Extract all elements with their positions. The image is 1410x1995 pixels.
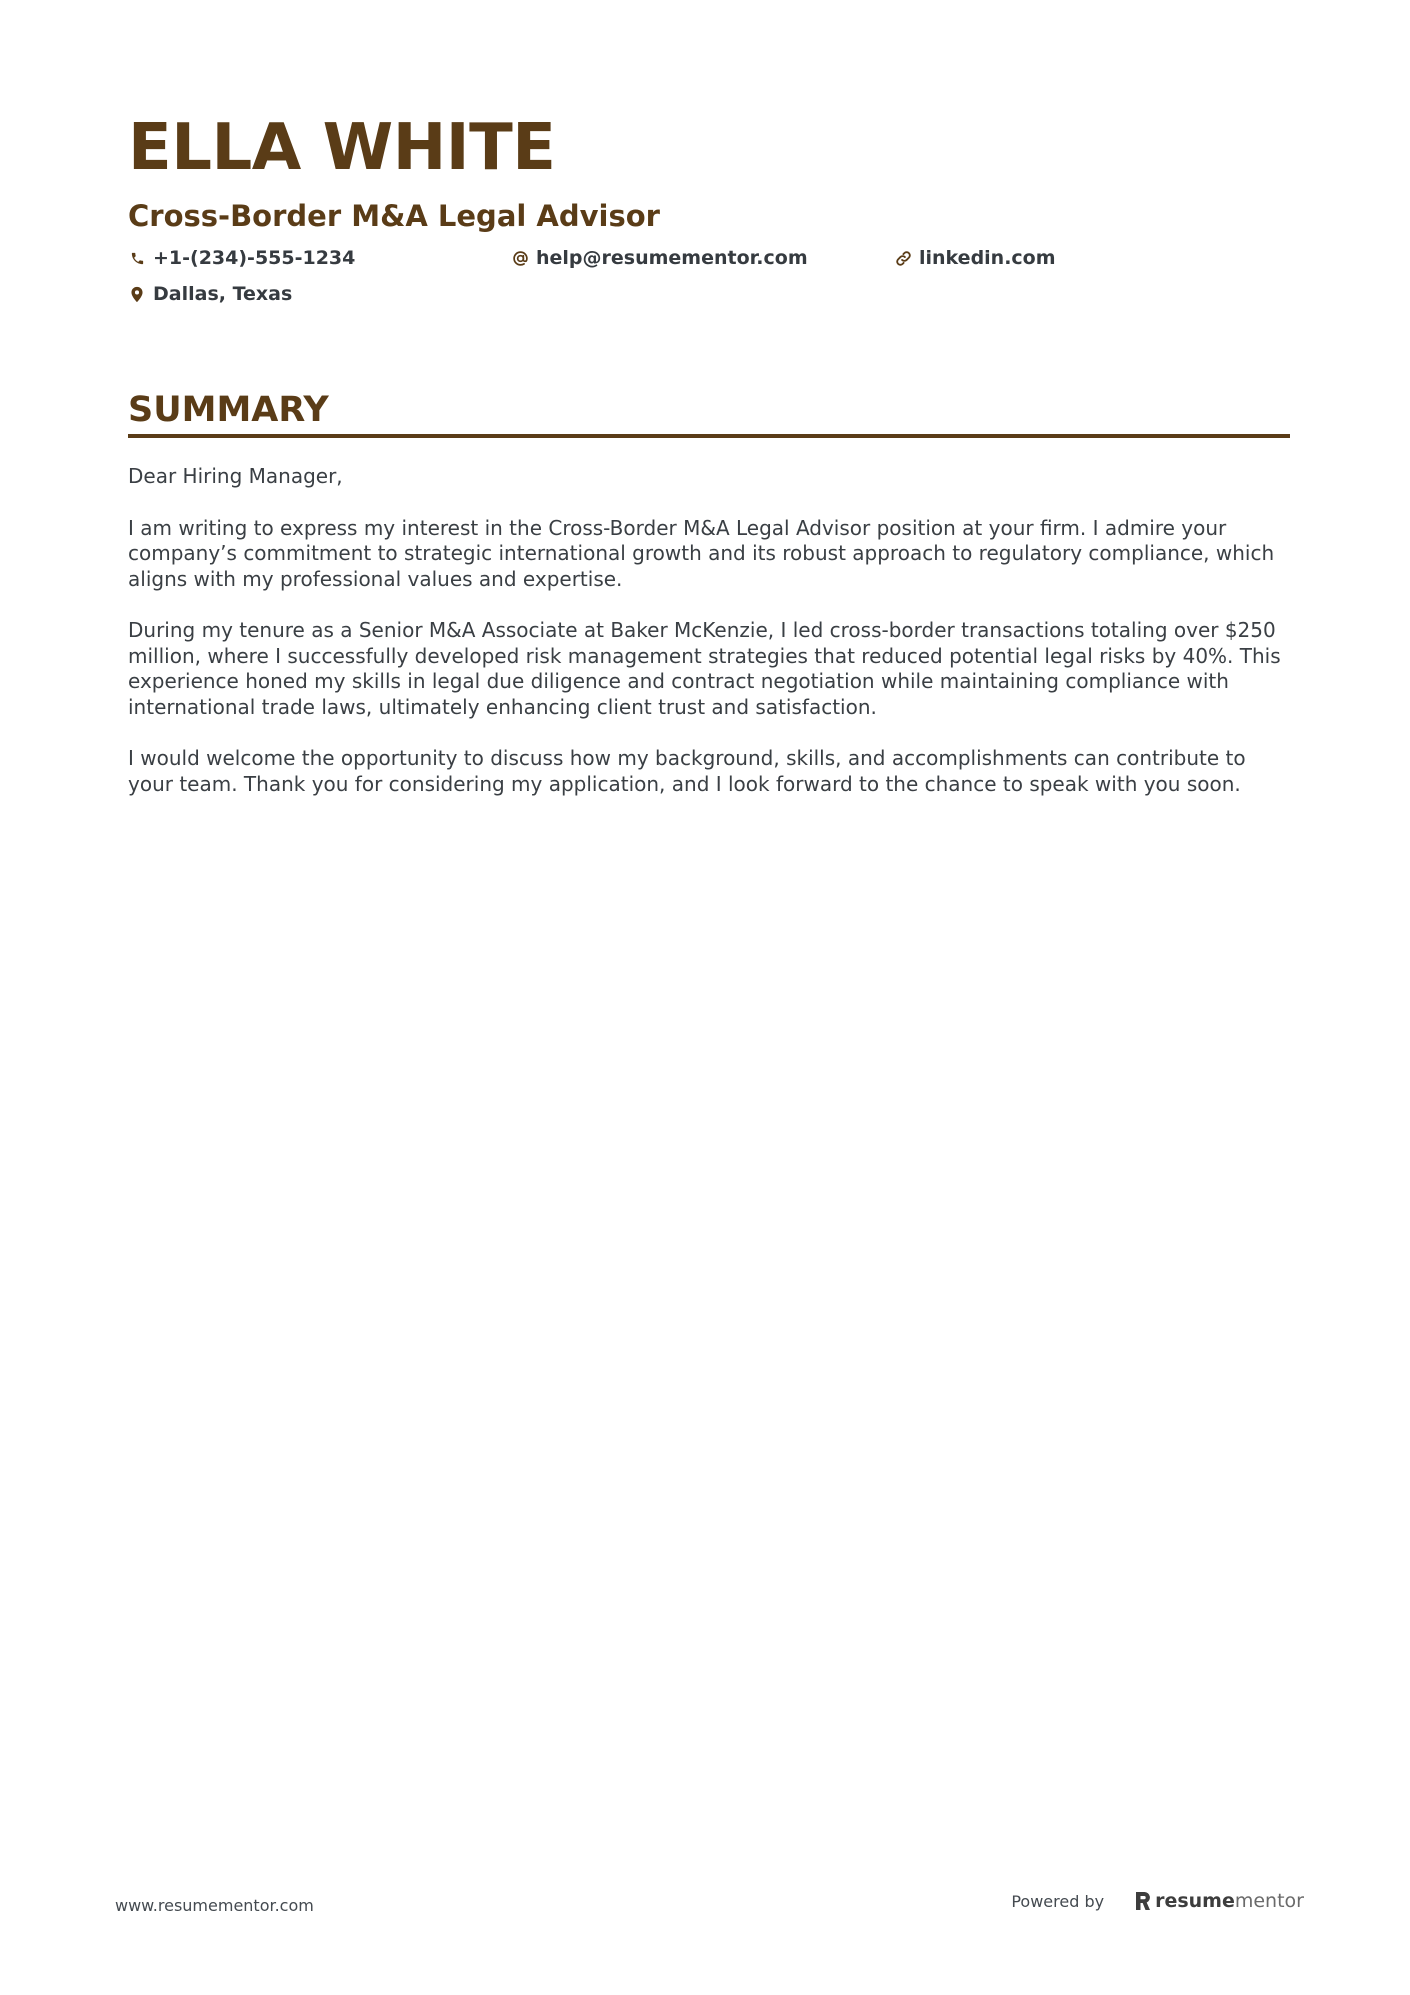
resume-header	[128, 108, 1290, 312]
powered-by-label: Powered by	[1011, 1891, 1105, 1911]
link-icon	[894, 249, 912, 267]
contact-phone[interactable]	[128, 240, 355, 276]
summary-body	[128, 464, 1290, 797]
brand-name-part1: resume	[1155, 1890, 1235, 1912]
section-title: SUMMARY	[128, 390, 329, 430]
resumementor-logo-icon	[1134, 1890, 1152, 1912]
contact-linkedin[interactable]	[894, 240, 1056, 276]
linkedin-text: linkedin.com	[919, 247, 1056, 269]
paragraph: During my tenure as a Senior M&A Associate at Baker McKenzie, I led cross-border transactions totaling over $250 million, where I successfully developed risk management strategies that reduced potential legal risks by 40%. This experience honed my skills in legal due diligence and contract negotiation while maintaining compliance with international trade laws, ultimately enhancing client trust and satisfaction.	[128, 618, 1281, 719]
contact-email[interactable]	[511, 240, 808, 276]
summary-section	[128, 386, 1290, 823]
phone-text: +1-(234)-555-1234	[153, 247, 356, 269]
footer-branding	[1011, 1890, 1304, 1912]
contact-info	[128, 240, 1290, 312]
footer-website[interactable]: www.resumementor.com	[115, 1896, 314, 1915]
paragraph: I am writing to express my interest in the Cross-Border M&A Legal Advisor position at your firm. I admire your company’s commitment to strategic international growth and its robust approach to regulatory compliance, which aligns with my professional values and expertise.	[128, 515, 1275, 591]
email-text: help@resumementor.com	[536, 247, 808, 269]
candidate-name: ELLA WHITE	[128, 111, 556, 185]
location-text: Dallas, Texas	[153, 283, 293, 305]
brand-logo[interactable]	[1134, 1890, 1304, 1912]
at-icon	[511, 249, 529, 267]
phone-icon	[128, 249, 146, 267]
section-divider	[128, 434, 1290, 438]
job-title: Cross-Border M&A Legal Advisor	[128, 199, 660, 233]
brand-name-part2: mentor	[1234, 1890, 1304, 1912]
map-pin-icon	[128, 285, 146, 303]
contact-location	[128, 276, 292, 312]
salutation: Dear Hiring Manager,	[128, 464, 343, 488]
paragraph: I would welcome the opportunity to discuss how my background, skills, and accomplishments can contribute to your team. Thank you for considering my application, and I look forward to the chance to speak with you soon.	[128, 746, 1246, 796]
